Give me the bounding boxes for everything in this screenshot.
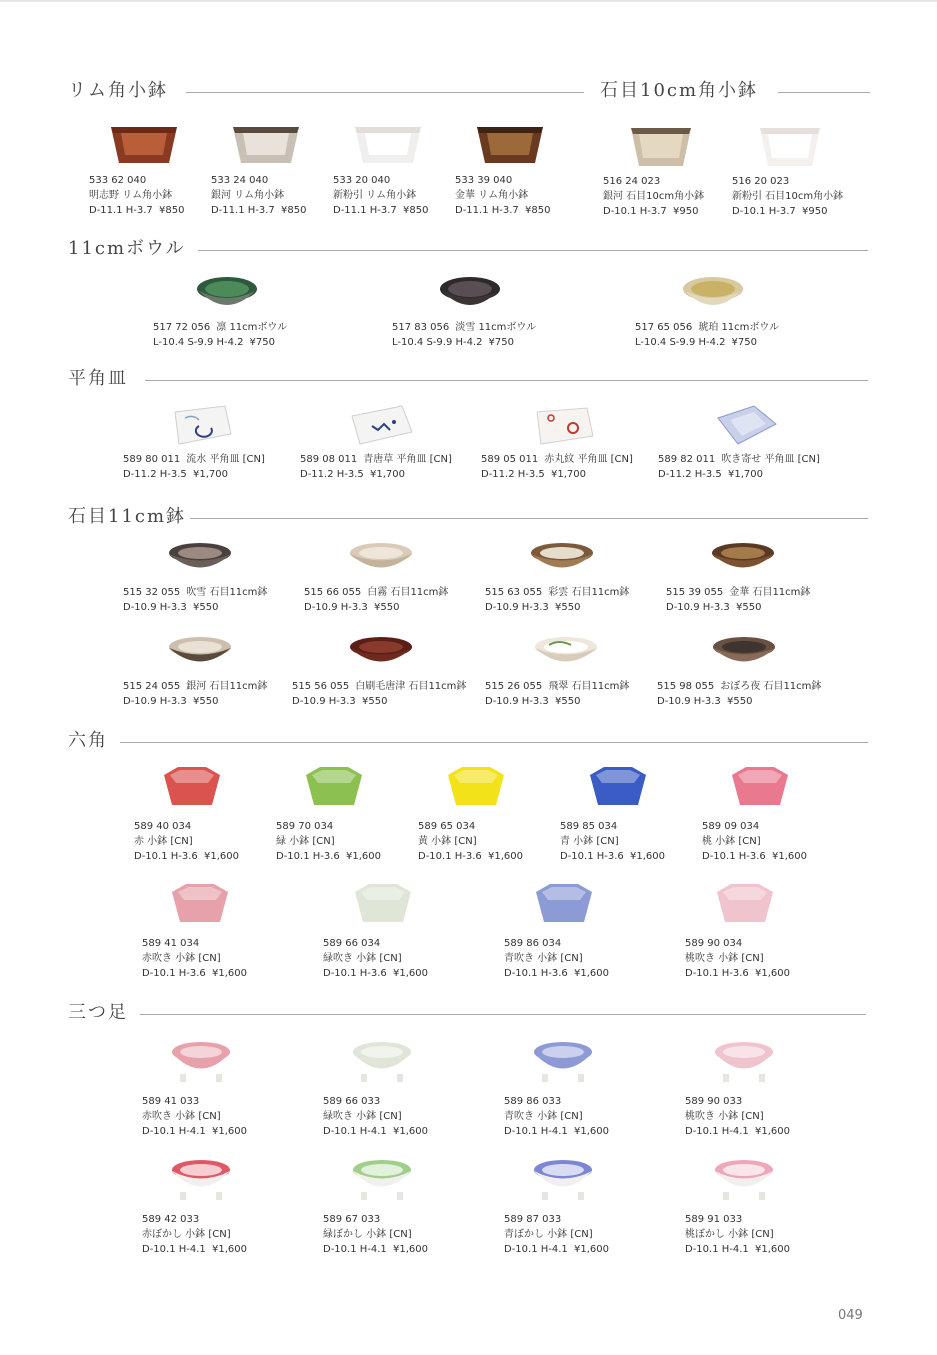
- product-dimensions: D-11.2 H-3.5: [300, 469, 364, 480]
- product-dimensions: D-10.1 H-3.7: [732, 206, 796, 217]
- flat-square-plate-image: [529, 404, 599, 450]
- product-name: 赤 小鉢 [CN]: [134, 836, 193, 847]
- product-name: 桃吹き 小鉢 [CN]: [685, 953, 764, 964]
- product-dimensions: D-10.9 H-3.3: [657, 696, 721, 707]
- bowl-image: [681, 275, 745, 315]
- product-code: 516 24 023: [603, 176, 661, 187]
- section-title-ishime11: 石目11cm鉢: [68, 506, 187, 527]
- product-price: ¥850: [281, 205, 307, 216]
- product-price: ¥1,600: [346, 851, 381, 862]
- product-name: 明志野 リム角小鉢: [89, 190, 173, 201]
- product-code: 517 65 056: [635, 322, 693, 333]
- product-name: 凛 11cmボウル: [216, 322, 288, 333]
- product-dimensions: D-10.9 H-3.3: [485, 696, 549, 707]
- product-price: ¥950: [673, 206, 699, 217]
- product-code: 589 82 011: [658, 454, 716, 465]
- section-rule: [198, 250, 868, 251]
- product-code: 589 66 033: [323, 1096, 381, 1107]
- footed-bowl-image: [713, 1158, 775, 1204]
- product-name: 青 小鉢 [CN]: [560, 836, 619, 847]
- product-code: 517 83 056: [392, 322, 450, 333]
- product-dimensions: D-10.1 H-3.6: [504, 968, 568, 979]
- bowl-image: [195, 275, 259, 315]
- product-price: ¥1,600: [755, 1244, 790, 1255]
- bowl-image: [167, 541, 233, 579]
- product-name: 淡雪 11cmボウル: [455, 322, 537, 333]
- product-name: 赤吹き 小鉢 [CN]: [142, 1111, 221, 1122]
- product-price: ¥550: [727, 696, 753, 707]
- section-rule: [140, 1014, 866, 1015]
- product-code: 515 63 055: [485, 587, 543, 598]
- bowl-image: [167, 635, 233, 673]
- product-code: 589 85 034: [560, 821, 618, 832]
- section-title-hirakaku: 平角皿: [68, 368, 128, 389]
- product-price: ¥550: [555, 696, 581, 707]
- section-title-mitsuashi: 三つ足: [68, 1002, 128, 1023]
- hexagonal-bowl-image: [586, 765, 650, 813]
- page-number: 049: [838, 1308, 863, 1323]
- product-name: 流水 平角皿 [CN]: [186, 454, 265, 465]
- product-dimensions: L-10.4 S-9.9 H-4.2: [635, 337, 726, 348]
- product-name: 桃ぼかし 小鉢 [CN]: [685, 1229, 774, 1240]
- product-price: ¥1,600: [212, 968, 247, 979]
- product-price: ¥750: [249, 337, 275, 348]
- product-name: 金華 石目11cm鉢: [729, 587, 811, 598]
- product-code: 589 86 034: [504, 938, 562, 949]
- product-code: 589 90 034: [685, 938, 743, 949]
- section-rule: [120, 742, 868, 743]
- section-rule: [778, 92, 870, 93]
- footed-bowl-image: [532, 1158, 594, 1204]
- section-title-ishime10: 石目10cm角小鉢: [600, 80, 759, 101]
- product-name: 白刷毛唐津 石目11cm鉢: [355, 681, 467, 692]
- product-code: 515 26 055: [485, 681, 543, 692]
- product-name: おぼろ夜 石目11cm鉢: [720, 681, 822, 692]
- product-code: 589 40 034: [134, 821, 192, 832]
- product-name: 青ぼかし 小鉢 [CN]: [504, 1229, 593, 1240]
- product-name: 緑ぼかし 小鉢 [CN]: [323, 1229, 412, 1240]
- product-dimensions: D-10.9 H-3.3: [292, 696, 356, 707]
- product-price: ¥550: [736, 602, 762, 613]
- section-title-rim: リム角小鉢: [68, 80, 168, 101]
- product-code: 533 20 040: [333, 175, 391, 186]
- product-dimensions: D-10.1 H-3.6: [142, 968, 206, 979]
- product-code: 515 56 055: [292, 681, 350, 692]
- footed-bowl-image: [170, 1158, 232, 1204]
- bowl-image: [348, 635, 414, 673]
- product-name: 赤吹き 小鉢 [CN]: [142, 953, 221, 964]
- product-name: 銀河 リム角小鉢: [211, 190, 285, 201]
- product-code: 589 80 011: [123, 454, 181, 465]
- flat-square-plate-image: [710, 404, 780, 450]
- product-code: 589 42 033: [142, 1214, 200, 1225]
- product-price: ¥550: [193, 602, 219, 613]
- square-bowl-image: [758, 124, 822, 170]
- product-name: 銀河 石目11cm鉢: [186, 681, 268, 692]
- product-price: ¥850: [159, 205, 185, 216]
- footed-bowl-image: [532, 1040, 594, 1086]
- product-code: 515 24 055: [123, 681, 181, 692]
- bowl-image: [533, 635, 599, 673]
- product-dimensions: D-11.2 H-3.5: [658, 469, 722, 480]
- product-dimensions: D-11.1 H-3.7: [455, 205, 519, 216]
- product-name: 新粉引 リム角小鉢: [333, 190, 417, 201]
- section-rule: [190, 518, 868, 519]
- bowl-image: [710, 541, 776, 579]
- product-code: 516 20 023: [732, 176, 790, 187]
- product-code: 515 32 055: [123, 587, 181, 598]
- bowl-image: [529, 541, 595, 579]
- flat-square-plate-image: [165, 404, 235, 450]
- product-price: ¥1,600: [630, 851, 665, 862]
- product-name: 黄 小鉢 [CN]: [418, 836, 477, 847]
- product-price: ¥1,600: [574, 1244, 609, 1255]
- product-price: ¥750: [731, 337, 757, 348]
- product-code: 589 41 033: [142, 1096, 200, 1107]
- product-code: 589 65 034: [418, 821, 476, 832]
- product-name: 金華 リム角小鉢: [455, 190, 529, 201]
- product-price: ¥1,600: [772, 851, 807, 862]
- product-name: 桃吹き 小鉢 [CN]: [685, 1111, 764, 1122]
- product-dimensions: D-11.1 H-3.7: [89, 205, 153, 216]
- product-code: 533 62 040: [89, 175, 147, 186]
- product-price: ¥950: [802, 206, 828, 217]
- product-dimensions: D-10.1 H-3.6: [418, 851, 482, 862]
- product-name: 琥珀 11cmボウル: [698, 322, 780, 333]
- product-dimensions: D-10.9 H-3.3: [485, 602, 549, 613]
- product-dimensions: L-10.4 S-9.9 H-4.2: [392, 337, 483, 348]
- bowl-image: [438, 275, 502, 315]
- product-name: 飛翠 石目11cm鉢: [548, 681, 630, 692]
- product-price: ¥1,700: [728, 469, 763, 480]
- product-price: ¥1,700: [193, 469, 228, 480]
- hexagonal-bowl-image: [728, 765, 792, 813]
- hexagonal-bowl-image: [168, 882, 232, 930]
- product-name: 緑吹き 小鉢 [CN]: [323, 953, 402, 964]
- square-bowl-image: [629, 124, 693, 170]
- product-code: 515 39 055: [666, 587, 724, 598]
- product-code: 589 91 033: [685, 1214, 743, 1225]
- product-price: ¥550: [555, 602, 581, 613]
- product-dimensions: D-10.1 H-3.6: [702, 851, 766, 862]
- product-price: ¥1,600: [488, 851, 523, 862]
- hexagonal-bowl-image: [302, 765, 366, 813]
- product-dimensions: D-10.1 H-4.1: [504, 1244, 568, 1255]
- square-dish-image: [231, 123, 301, 167]
- product-price: ¥550: [374, 602, 400, 613]
- hexagonal-bowl-image: [713, 882, 777, 930]
- product-price: ¥1,600: [574, 968, 609, 979]
- hexagonal-bowl-image: [160, 765, 224, 813]
- product-name: 吹雪 石目11cm鉢: [186, 587, 268, 598]
- flat-square-plate-image: [346, 404, 416, 450]
- product-dimensions: L-10.4 S-9.9 H-4.2: [153, 337, 244, 348]
- product-name: 白霧 石目11cm鉢: [367, 587, 449, 598]
- product-dimensions: D-10.9 H-3.3: [304, 602, 368, 613]
- section-rule: [145, 380, 868, 381]
- section-title-rokkaku: 六角: [68, 730, 108, 751]
- product-dimensions: D-11.2 H-3.5: [123, 469, 187, 480]
- product-dimensions: D-10.1 H-3.6: [685, 968, 749, 979]
- product-dimensions: D-10.1 H-3.7: [603, 206, 667, 217]
- square-dish-image: [109, 123, 179, 167]
- product-dimensions: D-10.1 H-4.1: [142, 1244, 206, 1255]
- product-code: 589 87 033: [504, 1214, 562, 1225]
- product-name: 新粉引 石目10cm角小鉢: [732, 191, 844, 202]
- product-dimensions: D-10.9 H-3.3: [666, 602, 730, 613]
- product-dimensions: D-10.1 H-4.1: [142, 1126, 206, 1137]
- top-border: [0, 0, 937, 2]
- footed-bowl-image: [351, 1040, 413, 1086]
- product-dimensions: D-11.1 H-3.7: [333, 205, 397, 216]
- product-dimensions: D-10.9 H-3.3: [123, 602, 187, 613]
- product-price: ¥1,600: [204, 851, 239, 862]
- product-price: ¥1,700: [370, 469, 405, 480]
- product-price: ¥1,600: [393, 968, 428, 979]
- product-name: 青吹き 小鉢 [CN]: [504, 953, 583, 964]
- product-code: 589 41 034: [142, 938, 200, 949]
- product-price: ¥850: [403, 205, 429, 216]
- hexagonal-bowl-image: [532, 882, 596, 930]
- product-dimensions: D-10.1 H-3.6: [276, 851, 340, 862]
- product-code: 589 66 034: [323, 938, 381, 949]
- hexagonal-bowl-image: [351, 882, 415, 930]
- product-code: 589 05 011: [481, 454, 539, 465]
- footed-bowl-image: [351, 1158, 413, 1204]
- product-code: 533 24 040: [211, 175, 269, 186]
- section-title-bowl11: 11cmボウル: [68, 238, 186, 259]
- product-code: 589 70 034: [276, 821, 334, 832]
- product-name: 彩雲 石目11cm鉢: [548, 587, 630, 598]
- product-dimensions: D-10.1 H-4.1: [504, 1126, 568, 1137]
- product-price: ¥550: [362, 696, 388, 707]
- product-code: 533 39 040: [455, 175, 513, 186]
- section-rule: [186, 92, 584, 93]
- product-price: ¥1,600: [212, 1126, 247, 1137]
- product-code: 589 67 033: [323, 1214, 381, 1225]
- product-dimensions: D-10.1 H-4.1: [685, 1244, 749, 1255]
- product-dimensions: D-10.1 H-3.6: [323, 968, 387, 979]
- product-name: 桃 小鉢 [CN]: [702, 836, 761, 847]
- product-dimensions: D-10.9 H-3.3: [123, 696, 187, 707]
- product-code: 589 09 034: [702, 821, 760, 832]
- product-name: 吹き寄せ 平角皿 [CN]: [721, 454, 820, 465]
- product-dimensions: D-11.2 H-3.5: [481, 469, 545, 480]
- product-price: ¥550: [193, 696, 219, 707]
- footed-bowl-image: [713, 1040, 775, 1086]
- bowl-image: [711, 635, 777, 673]
- product-dimensions: D-10.1 H-4.1: [323, 1244, 387, 1255]
- product-dimensions: D-10.1 H-4.1: [685, 1126, 749, 1137]
- hexagonal-bowl-image: [444, 765, 508, 813]
- square-dish-image: [353, 123, 423, 167]
- product-code: 515 98 055: [657, 681, 715, 692]
- footed-bowl-image: [170, 1040, 232, 1086]
- bowl-image: [348, 541, 414, 579]
- product-dimensions: D-11.1 H-3.7: [211, 205, 275, 216]
- product-name: 青唐草 平角皿 [CN]: [363, 454, 452, 465]
- product-dimensions: D-10.1 H-3.6: [560, 851, 624, 862]
- product-dimensions: D-10.1 H-4.1: [323, 1126, 387, 1137]
- product-name: 赤ぼかし 小鉢 [CN]: [142, 1229, 231, 1240]
- product-code: 589 08 011: [300, 454, 358, 465]
- product-code: 515 66 055: [304, 587, 362, 598]
- product-name: 青吹き 小鉢 [CN]: [504, 1111, 583, 1122]
- product-price: ¥850: [525, 205, 551, 216]
- square-dish-image: [475, 123, 545, 167]
- product-price: ¥1,600: [574, 1126, 609, 1137]
- product-price: ¥1,600: [393, 1244, 428, 1255]
- product-name: 緑吹き 小鉢 [CN]: [323, 1111, 402, 1122]
- product-code: 589 90 033: [685, 1096, 743, 1107]
- product-name: 銀河 石目10cm角小鉢: [603, 191, 705, 202]
- product-price: ¥750: [488, 337, 514, 348]
- product-price: ¥1,600: [755, 968, 790, 979]
- product-dimensions: D-10.1 H-3.6: [134, 851, 198, 862]
- product-code: 589 86 033: [504, 1096, 562, 1107]
- product-name: 緑 小鉢 [CN]: [276, 836, 335, 847]
- product-price: ¥1,700: [551, 469, 586, 480]
- product-price: ¥1,600: [212, 1244, 247, 1255]
- product-price: ¥1,600: [393, 1126, 428, 1137]
- product-code: 517 72 056: [153, 322, 211, 333]
- product-name: 赤丸紋 平角皿 [CN]: [544, 454, 633, 465]
- product-price: ¥1,600: [755, 1126, 790, 1137]
